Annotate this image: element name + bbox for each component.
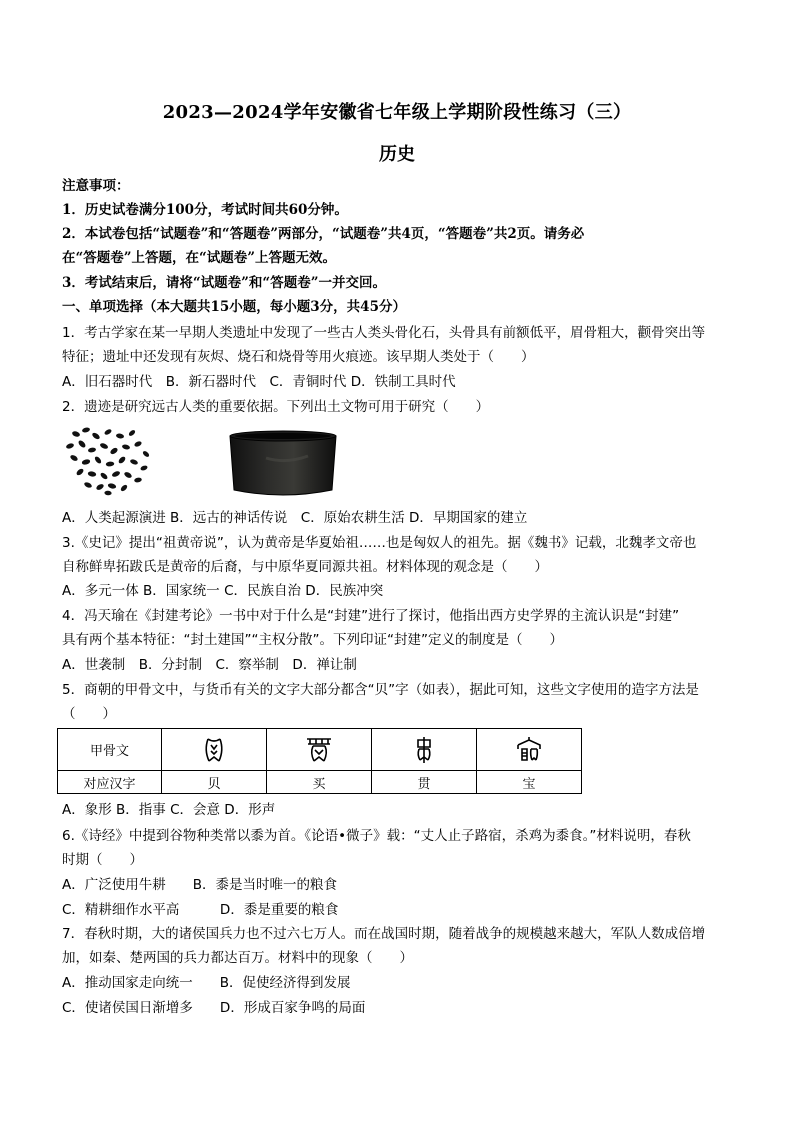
q4-stem-line2: 具有两个基本特征：“封土建国”“主权分散”。下列印证“封建”定义的制度是（ ） xyxy=(62,632,563,648)
q7-stem-line2: 加，如秦、楚两国的兵力都达百万。材料中的现象（ ） xyxy=(62,950,413,966)
q7-options-line1: A．推动国家走向统一 B．促使经济得到发展 xyxy=(62,975,351,991)
q3-stem-line1: 3.《史记》提出“祖黄帝说”，认为黄帝是华夏始祖……也是匈奴人的祖先。据《魏书》记载，北魏孝文帝也 xyxy=(62,535,697,551)
q6-stem-line2: 时期（ ） xyxy=(62,852,143,868)
q1-stem-line1: 1．考古学家在某一早期人类遗址中发现了一些古人类头骨化石，头骨具有前额低平，眉骨粗大，颧骨突出等 xyxy=(62,325,706,341)
hanzi-cell-1: 贝 xyxy=(162,771,267,794)
oracle-guan-icon xyxy=(409,735,439,765)
q2-options: A．人类起源演进 B．远古的神话传说 C．原始农耕生活 D．早期国家的建立 xyxy=(62,510,528,526)
notice-item-2: 2．本试卷包括“试题卷”和“答题卷”两部分，“试题卷”共4页，“答题卷”共2页。请务必 xyxy=(62,226,585,242)
q5-options: A．象形 B．指事 C．会意 D．形声 xyxy=(62,802,276,818)
oracle-bao-icon xyxy=(514,735,544,765)
black-pottery-vessel-image xyxy=(226,428,340,500)
row-label-hanzi: 对应汉字 xyxy=(58,771,162,794)
notice-heading: 注意事项： xyxy=(62,178,130,194)
notice-item-2-cont: 在“答题卷”上答题，在“试题卷”上答题无效。 xyxy=(62,250,337,266)
q1-options: A．旧石器时代 B．新石器时代 C．青铜时代 D．铁制工具时代 xyxy=(62,374,456,390)
q6-options-line2: C．精耕细作水平高 D．黍是重要的粮食 xyxy=(62,902,339,918)
exam-title: 2023—2024学年安徽省七年级上学期阶段性练习（三） xyxy=(162,102,632,123)
oracle-bei-icon xyxy=(199,735,229,765)
notice-item-1: 1．历史试卷满分100分，考试时间共60分钟。 xyxy=(62,202,348,218)
table-row-hanzi xyxy=(58,771,582,794)
q5-stem-line1: 5．商朝的甲骨文中，与货币有关的文字大部分都含“贝”字（如表），据此可知，这些文字使用的造字方法是 xyxy=(62,682,699,698)
q3-stem-line2: 自称鲜卑拓跋氏是黄帝的后裔，与中原华夏同源共祖。材料体现的观念是（ ） xyxy=(62,559,548,575)
q2-stem: 2．遗迹是研究远古人类的重要依据。下列出土文物可用于研究（ ） xyxy=(62,399,490,415)
section1-heading: 一、单项选择（本大题共15小题，每小题3分，共45分） xyxy=(62,299,406,315)
exam-subject: 历史 xyxy=(379,144,415,165)
hanzi-cell-3: 贯 xyxy=(372,771,477,794)
oracle-glyph-bao xyxy=(477,729,582,771)
table-row-oracle xyxy=(58,729,582,771)
q7-options-line2: C．使诸侯国日渐增多 D．形成百家争鸣的局面 xyxy=(62,1000,366,1016)
hanzi-cell-4: 宝 xyxy=(477,771,582,794)
hanzi-cell-2: 买 xyxy=(267,771,372,794)
q4-stem-line1: 4．冯天瑜在《封建考论》一书中对于什么是“封建”进行了探讨，他指出西方史学界的主流认识是“封建” xyxy=(62,608,680,624)
oracle-glyph-mai xyxy=(267,729,372,771)
oracle-mai-icon xyxy=(304,735,334,765)
oracle-glyph-guan xyxy=(372,729,477,771)
q7-stem-line1: 7．春秋时期，大的诸侯国兵力也不过六七万人。而在战国时期，随着战争的规模越来越大，军队人数成倍增 xyxy=(62,926,706,942)
q3-options: A．多元一体 B．国家统一 C．民族自治 D．民族冲突 xyxy=(62,583,384,599)
oracle-bone-table xyxy=(57,728,582,794)
q6-options-line1: A．广泛使用牛耕 B．黍是当时唯一的粮食 xyxy=(62,877,337,893)
q1-stem-line2: 特征；遗址中还发现有灰烬、烧石和烧骨等用火痕迹。该早期人类处于（ ） xyxy=(62,349,535,365)
q5-stem-line2: （ ） xyxy=(62,706,116,722)
q4-options: A．世袭制 B．分封制 C．察举制 D．禅让制 xyxy=(62,657,357,673)
carbonized-seeds-image xyxy=(62,424,154,496)
notice-item-3: 3．考试结束后，请将“试题卷”和“答题卷”一并交回。 xyxy=(62,275,386,291)
q6-stem-line1: 6.《诗经》中提到谷物种类常以黍为首。《论语•微子》载：“丈人止子路宿，杀鸡为黍食。”材料说明，春秋 xyxy=(62,828,691,844)
oracle-glyph-bei xyxy=(162,729,267,771)
row-label-oracle: 甲骨文 xyxy=(58,729,162,771)
